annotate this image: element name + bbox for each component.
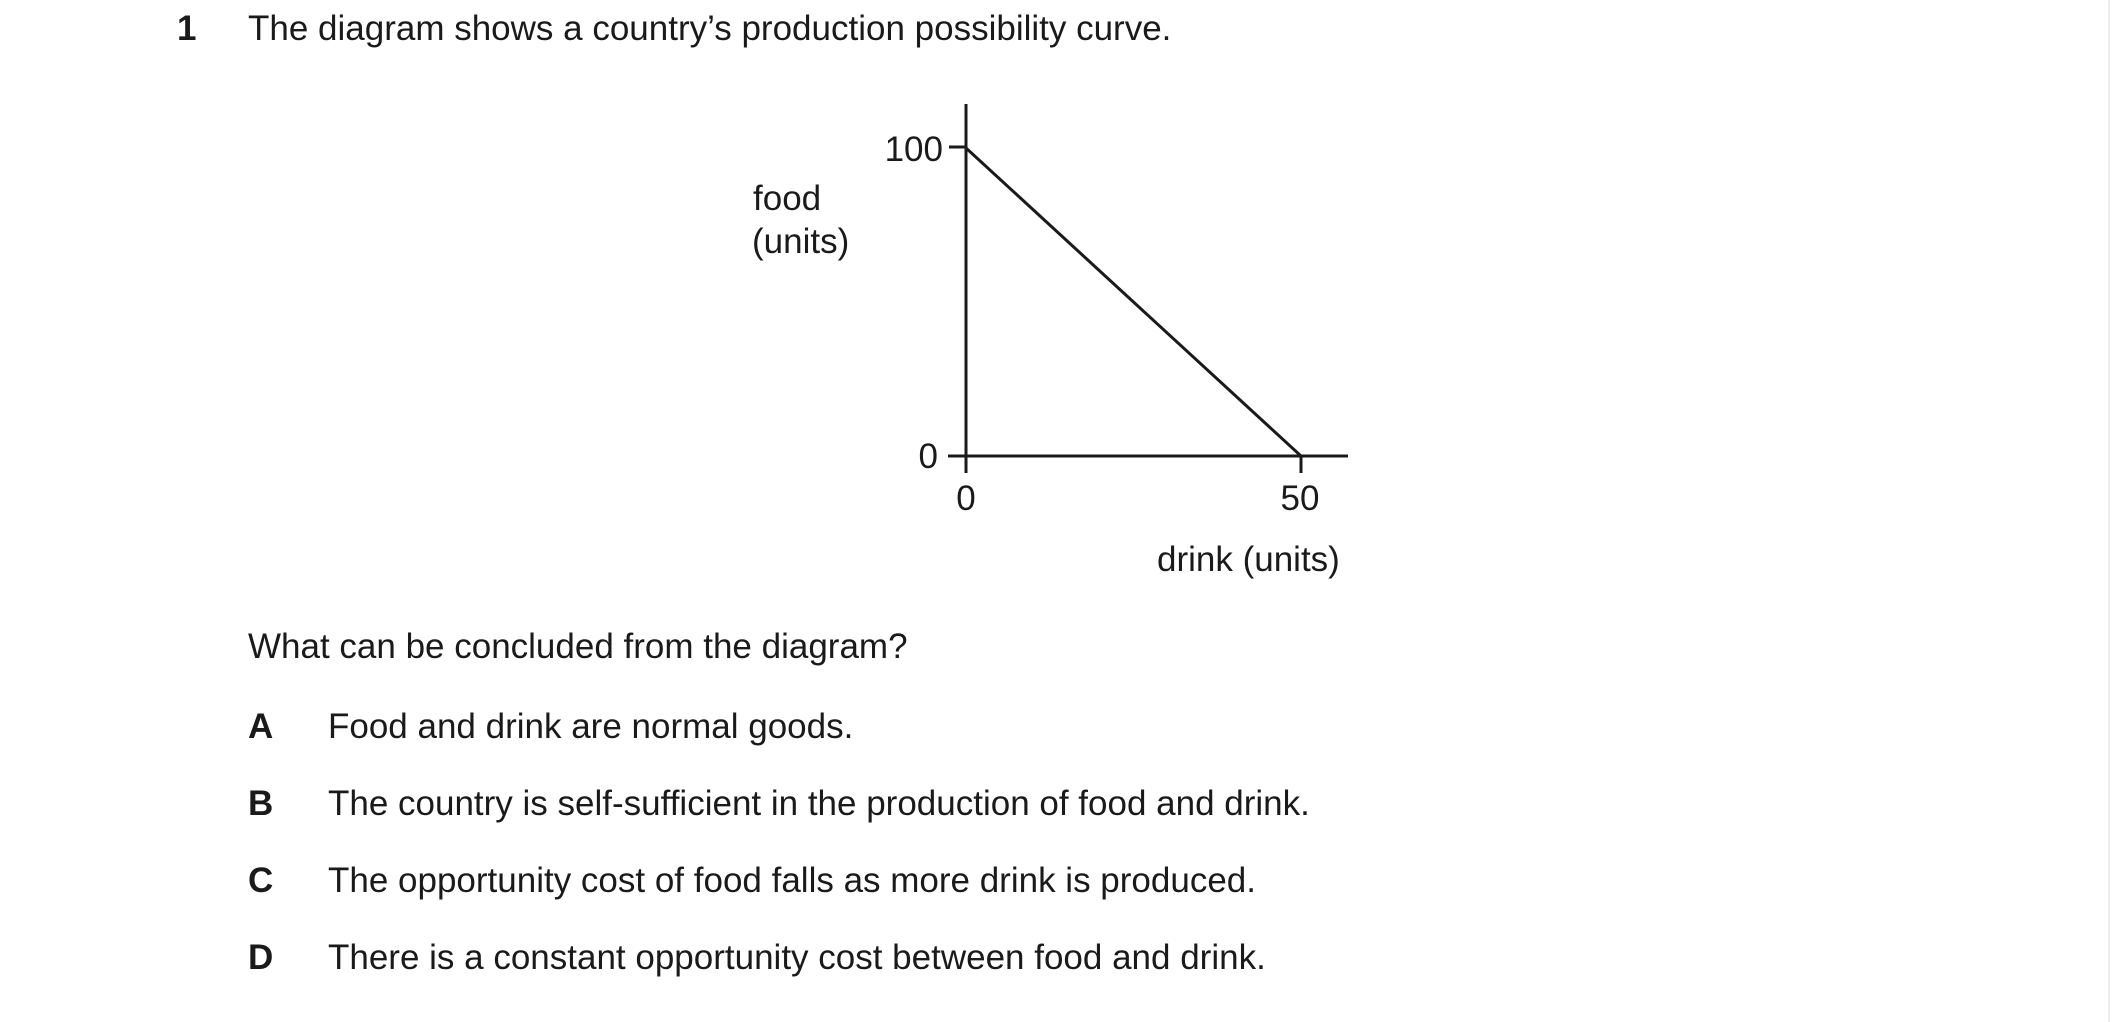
y-axis-label-line1: food: [753, 179, 822, 218]
option-b-text: The country is self-sufficient in the production of food and drink.: [328, 784, 1310, 823]
option-row-b: [248, 786, 1310, 821]
option-c-letter: C: [248, 861, 274, 900]
option-a-letter: A: [248, 707, 274, 746]
question-stem: What can be concluded from the diagram?: [248, 627, 908, 666]
y-tick-label-100: 100: [884, 130, 943, 169]
ppc-curve-line: [966, 148, 1301, 456]
x-tick-label-0: 0: [956, 479, 976, 518]
ppc-diagram: [730, 95, 1390, 595]
option-d-letter: D: [248, 938, 274, 977]
option-b-letter: B: [248, 784, 274, 823]
option-row-d: [248, 940, 1266, 975]
option-d-text: There is a constant opportunity cost between food and drink.: [328, 938, 1266, 977]
option-c-text: The opportunity cost of food falls as more drink is produced.: [328, 861, 1256, 900]
option-row-a: [248, 709, 853, 744]
option-row-c: [248, 863, 1256, 898]
question-prompt: The diagram shows a country’s production possibility curve.: [248, 9, 1172, 48]
x-axis-label: drink (units): [1157, 540, 1340, 579]
y-tick-label-0: 0: [918, 437, 938, 476]
question-number: 1: [177, 9, 197, 48]
x-tick-label-50: 50: [1280, 479, 1320, 518]
option-a-text: Food and drink are normal goods.: [328, 707, 854, 746]
viewport-right-edge: [2108, 0, 2110, 1022]
y-axis-label-line2: (units): [752, 222, 850, 261]
